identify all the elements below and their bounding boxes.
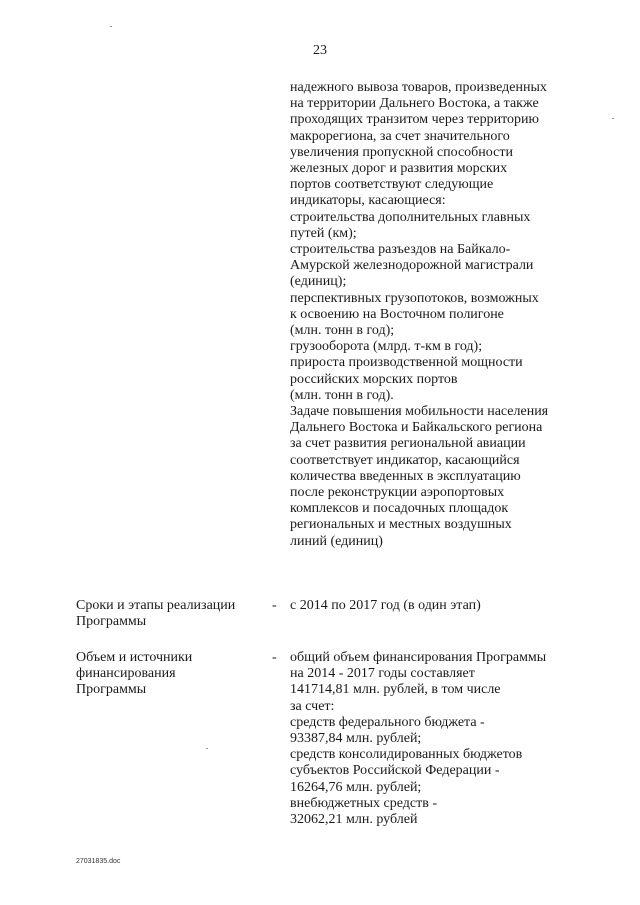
text-line: региональных и местных воздушных [290, 517, 512, 533]
funding-value [290, 650, 590, 828]
continuation-text [290, 80, 590, 550]
text-line: (единиц); [290, 274, 347, 290]
text-line: макрорегиона, за счет значительного [290, 128, 510, 144]
text-line: портов соответствуют следующие [290, 177, 494, 193]
label-line: Программы [76, 682, 147, 698]
text-line: (млн. тонн в год); [290, 323, 395, 339]
terms-label [76, 598, 266, 630]
label-line: Сроки и этапы реализации [76, 598, 236, 613]
text-line: проходящих транзитом через территорию [290, 112, 539, 128]
text-line: на территории Дальнего Востока, а также [290, 96, 539, 112]
value-line: 32062,21 млн. рублей [290, 812, 418, 828]
value-line: 16264,76 млн. рублей; [290, 779, 422, 795]
text-line: соответствует индикатор, касающийся [290, 452, 520, 468]
page-number: 23 [313, 43, 327, 58]
text-line: после реконструкции аэропортовых [290, 485, 505, 501]
text-line: строительства дополнительных главных [290, 209, 531, 225]
text-line: грузооборота (млрд. т-км в год); [290, 339, 483, 355]
value-line: внебюджетных средств - [290, 795, 437, 811]
text-line: линий (единиц) [290, 533, 383, 549]
funding-separator: - [272, 650, 277, 665]
value-line: 141714,81 млн. рублей, в том числе [290, 682, 501, 698]
text-line: путей (км); [290, 225, 357, 241]
value-line: средств консолидированных бюджетов [290, 747, 523, 763]
value-line: с 2014 по 2017 год (в один этап) [290, 598, 481, 613]
text-line: количества введенных в эксплуатацию [290, 468, 521, 484]
text-line: увеличения пропускной способности [290, 144, 513, 160]
terms-separator: - [272, 598, 277, 613]
label-line: Объем и источники [76, 650, 193, 665]
value-line: за счет: [290, 698, 335, 714]
terms-value [290, 598, 590, 614]
text-line: (млн. тонн в год). [290, 387, 394, 403]
text-line: за счет развития региональной авиации [290, 436, 526, 452]
value-line: 93387,84 млн. рублей; [290, 731, 422, 747]
text-line: строительства разъездов на Байкало- [290, 242, 511, 258]
file-name-footer: 27031835.doc [76, 858, 121, 865]
value-line: субъектов Российской Федерации - [290, 763, 500, 779]
label-line: Программы [76, 614, 147, 630]
text-line: к освоению на Восточном полигоне [290, 306, 504, 322]
text-line: индикаторы, касающиеся: [290, 193, 446, 209]
value-line: средств федерального бюджета - [290, 714, 485, 730]
text-line: Амурской железнодорожной магистрали [290, 258, 534, 274]
value-line: общий объем финансирования Программы [290, 650, 547, 665]
text-line: комплексов и посадочных площадок [290, 501, 509, 517]
text-line: железных дорог и развития морских [290, 161, 508, 177]
text-line: российских морских портов [290, 371, 458, 387]
text-line: прироста производственной мощности [290, 355, 523, 371]
text-line: перспективных грузопотоков, возможных [290, 290, 539, 306]
value-line: на 2014 - 2017 годы составляет [290, 666, 475, 682]
label-line: финансирования [76, 666, 176, 682]
funding-label [76, 650, 266, 699]
text-line: Дальнего Востока и Байкальского региона [290, 420, 543, 436]
text-line: надежного вывоза товаров, произведенных [290, 80, 547, 95]
text-line: Задаче повышения мобильности населения [290, 404, 549, 420]
